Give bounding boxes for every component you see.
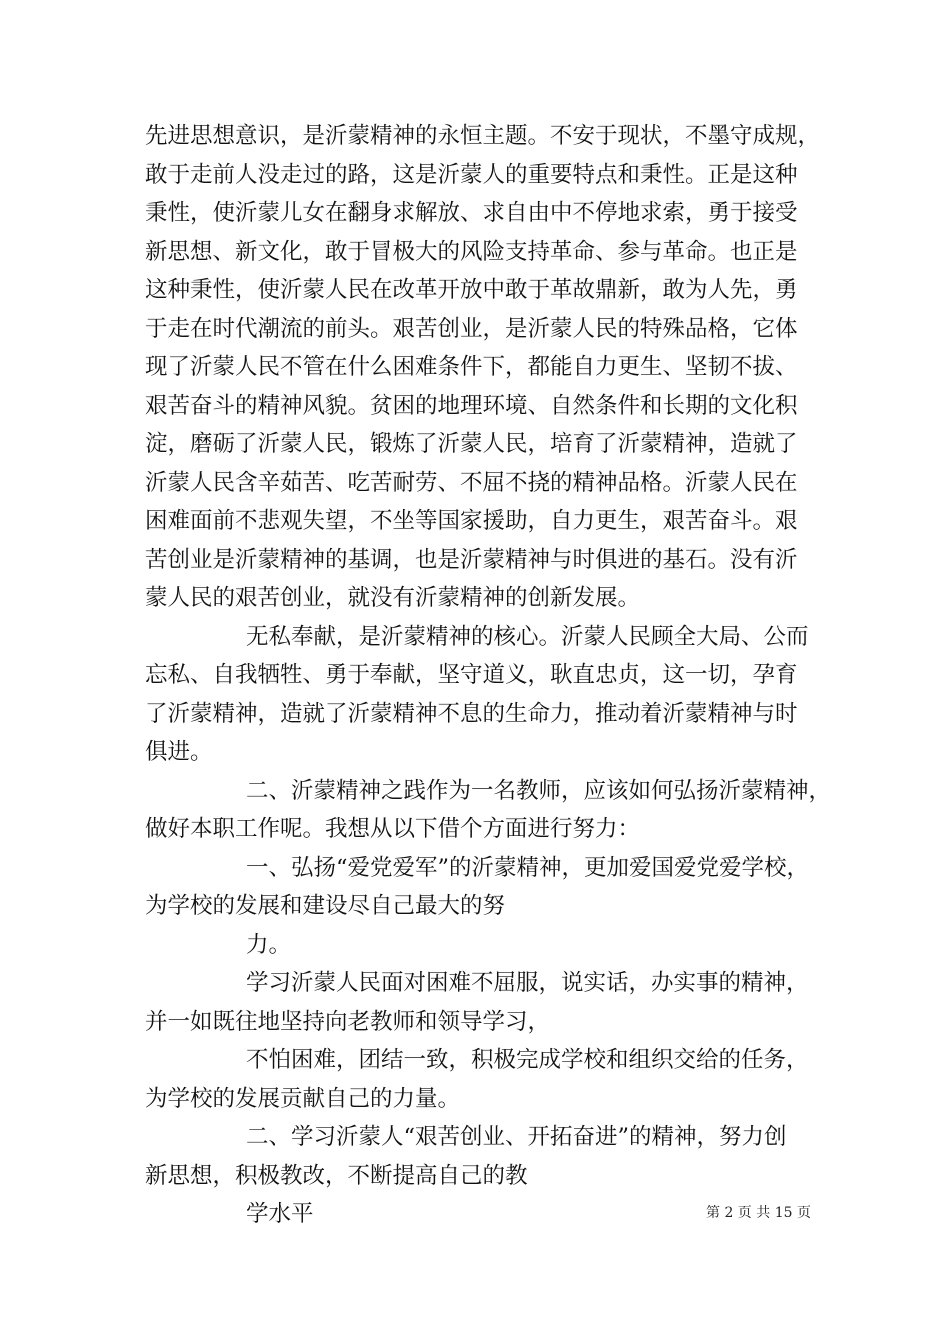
text-line: 俱进。 xyxy=(145,739,213,765)
text-line: 做好本职工作呢。我想从以下借个方面进行努力： xyxy=(145,816,641,842)
page-number-footer: 第 2 页 共 15 页 xyxy=(706,1205,811,1221)
text-line: 力。 xyxy=(246,931,292,958)
text-line: 二、沂蒙精神之践作为一名教师，应该如何弘扬沂蒙精神， xyxy=(246,777,832,804)
text-line: 于走在时代潮流的前头。艰苦创业，是沂蒙人民的特殊品格，它体 xyxy=(145,315,798,342)
text-line: 这种秉性，使沂蒙人民在改革开放中敢于革故鼎新，敢为人先，勇 xyxy=(145,277,798,303)
text-line: 先进思想意识，是沂蒙精神的永恒主题。不安于现状，不墨守成规， xyxy=(145,123,821,149)
text-line: 艰苦奋斗的精神风貌。贫困的地理环境、自然条件和长期的文化积 xyxy=(145,392,798,419)
text-line: 苦创业是沂蒙精神的基调，也是沂蒙精神与时俱进的基石。没有沂 xyxy=(145,546,798,573)
body-text xyxy=(145,117,832,1234)
text-line: 沂蒙人民含辛茹苦、吃苦耐劳、不屈不挠的精神品格。沂蒙人民在 xyxy=(145,469,798,496)
text-line: 蒙人民的艰苦创业，就没有沂蒙精神的创新发展。 xyxy=(145,585,641,611)
text-line: 学习沂蒙人民面对困难不屈服，说实话，办实事的精神， xyxy=(246,970,809,996)
text-line: 淀，磨砺了沂蒙人民，锻炼了沂蒙人民，培育了沂蒙精神，造就了 xyxy=(145,431,798,457)
text-line: 不怕困难，团结一致，积极完成学校和组织交给的任务， xyxy=(246,1047,809,1073)
text-line: 为学校的发展贡献自己的力量。 xyxy=(145,1085,461,1112)
text-line: 一、弘扬“爱党爱军”的沂蒙精神，更加爱国爱党爱学校， xyxy=(246,854,810,881)
text-line: 了沂蒙精神，造就了沂蒙精神不息的生命力，推动着沂蒙精神与时 xyxy=(145,700,798,727)
text-line: 忘私、自我牺牲、勇于奉献，坚守道义，耿直忠贞，这一切，孕育 xyxy=(145,662,798,688)
text-line: 秉性，使沂蒙儿女在翻身求解放、求自由中不停地求索，勇于接受 xyxy=(145,200,798,226)
text-line: 新思想、新文化，敢于冒极大的风险支持革命、参与革命。也正是 xyxy=(145,238,798,265)
text-line: 新思想，积极教改，不断提高自己的教 xyxy=(145,1162,528,1189)
text-line: 敢于走前人没走过的路，这是沂蒙人的重要特点和秉性。正是这种 xyxy=(145,161,798,188)
text-line: 为学校的发展和建设尽自己最大的努 xyxy=(145,893,506,919)
text-line: 二、学习沂蒙人“艰苦创业、开拓奋进”的精神，努力创 xyxy=(246,1124,787,1150)
text-line: 现了沂蒙人民不管在什么困难条件下，都能自力更生、坚韧不拔、 xyxy=(145,354,798,380)
text-line: 无私奉献，是沂蒙精神的核心。沂蒙人民顾全大局、公而 xyxy=(246,623,809,650)
text-line: 并一如既往地坚持向老教师和领导学习， xyxy=(145,1008,551,1035)
text-line: 学水平 xyxy=(246,1201,314,1227)
text-line: 困难面前不悲观失望，不坐等国家援助，自力更生，艰苦奋斗。艰 xyxy=(145,508,798,534)
